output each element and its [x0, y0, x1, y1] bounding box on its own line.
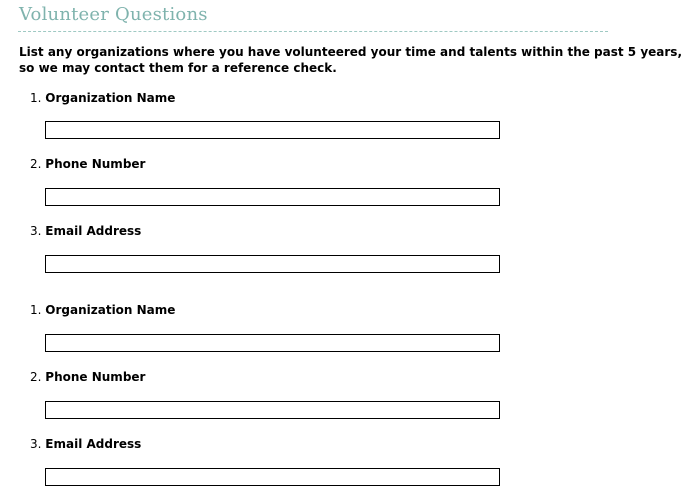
organization-name-input-2[interactable] — [45, 334, 500, 352]
question-number: 3. — [30, 437, 42, 451]
question-text: Organization Name — [45, 91, 176, 105]
intro-text — [19, 44, 682, 76]
question-label-organization-name — [30, 91, 175, 105]
question-text: Phone Number — [45, 157, 146, 171]
question-text: Email Address — [45, 224, 142, 238]
question-text: Organization Name — [45, 303, 176, 317]
question-label-organization-name — [30, 303, 175, 317]
phone-number-input-2[interactable] — [45, 401, 500, 419]
email-address-input-2[interactable] — [45, 468, 500, 486]
question-number: 3. — [30, 224, 42, 238]
intro-line-1: List any organizations where you have volunteered your time and talents within the past 5 years, — [19, 45, 682, 59]
question-label-email-address — [30, 437, 141, 451]
page-title: Volunteer Questions — [19, 4, 208, 25]
intro-line-2: so we may contact them for a reference check. — [19, 61, 337, 75]
question-label-phone-number — [30, 157, 145, 171]
title-divider — [18, 31, 608, 32]
question-label-phone-number — [30, 370, 145, 384]
question-number: 1. — [30, 91, 42, 105]
question-number: 1. — [30, 303, 42, 317]
phone-number-input[interactable] — [45, 188, 500, 206]
organization-name-input[interactable] — [45, 121, 500, 139]
question-text: Email Address — [45, 437, 142, 451]
question-number: 2. — [30, 370, 42, 384]
question-label-email-address — [30, 224, 141, 238]
email-address-input[interactable] — [45, 255, 500, 273]
question-number: 2. — [30, 157, 42, 171]
question-text: Phone Number — [45, 370, 146, 384]
